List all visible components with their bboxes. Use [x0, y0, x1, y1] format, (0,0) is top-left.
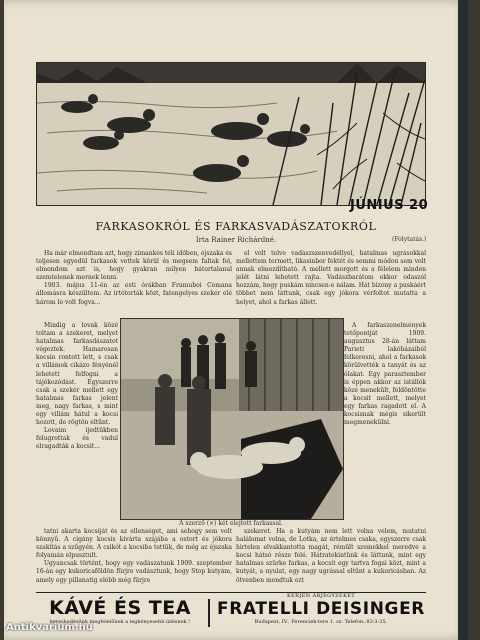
paragraph: A farkaszenelmények tetőpontját 1909. augusztus 28-án láttam Parieti lakóházaiból felkeresni, ahol a farkasok körülvették a tanyát és az ólakat. Egy parasztember is éppen akkor az istállók közé menekült, feldöntötte a kocsit mellett, melyet egy farkas ragadott el. A kocsisnak mégis sikerült megmenekülni. — [344, 322, 426, 427]
ad-company-name: FRATELLI DEISINGER — [217, 599, 425, 619]
ad-tagline: kereskedésünk megfelelőnek a legkényesebb ízlésnek ! — [49, 619, 191, 625]
paragraph: Lovaim ijedtükben felugrottak és vadul elragadták a kocsit... — [36, 427, 118, 451]
magazine-page — [4, 0, 468, 640]
duck-illustration — [36, 62, 426, 206]
paragraph: Ugyancsak történt, hogy egy vadászatunk 1909. szeptember 16-án egy kukoricaföldön fürjre vadásztunk, hogy Stop kutyám, amely egy pillanatig elébb még fürjre — [36, 560, 232, 584]
paragraph: 1903. május 11-én az esti órákban Frumuboi Comana állomásra készültem. Az irtótorták közt, fatengelyes szekér elé három lo volt fogva... — [36, 282, 232, 306]
advertisement — [36, 592, 426, 633]
paragraph: szekeret. Ha a kutyám nem lett volna velem, mutatni halálomat volna, de Lotka, az értelmes csaka, egyszerre csak hirtelen elvakkantotta magát, rémült szemekkel meredve a kocsi hátsó része felé. Hátratekintünk és láttunk, mint egy hatalmas szürke farkas, a kocsit egy tartva fogai közt, mint a kutyát, a nyulat, egy nagy ugrással eltűnt a kukoricásban. Az ötvenben mondtuk ezt — [236, 528, 426, 584]
column-right-middle — [344, 322, 426, 528]
ad-coffee-tea — [36, 597, 204, 625]
ad-address: Budapest, IV., Ferenciek-tere 1. sz. Telefon: 83-3-35. — [254, 619, 388, 625]
column-left-middle — [36, 322, 118, 528]
column-right-bottom — [236, 528, 426, 588]
paragraph: Mindig a lovak közé toltam a szekeret, melyet hatalmas farkasdászatot végeztek. Hamarosan kocsin rontott lett, s csak a villámok cikázo fényénél lehetett felfogni a tájékozódást. Egyszerre csak a szekér mellett egy hatalmas farkas jelent meg, nagy farkas, s mint egy villám hátul a kocsi hozott, de rögtön eltűnt. — [36, 322, 118, 427]
wolf-hunt-photo — [120, 318, 344, 520]
photo-caption: A szerző (×) két elejtett farkassal. — [179, 520, 283, 527]
column-left-bottom — [36, 528, 232, 588]
article-title: FARKASOKRÓL ÉS FARKASVADÁSZATOKRÓL — [95, 220, 377, 233]
ad-company-block — [216, 593, 426, 625]
article-byline: Irta Rainer Richárdné. — [195, 236, 277, 244]
column-right-top — [236, 250, 426, 320]
column-left-top — [36, 250, 232, 320]
watermark: Antikvarium.hu — [6, 622, 93, 633]
paragraph: Ha már elmondtam azt, hogy zimankós téli időben, éjszaka és teljesen egyedül farkasok vettek körül és megsem faltak fel, elmondom azt is, hogy gyakran milyen bátortalanul szemtelenek mernek lenni. — [36, 250, 232, 282]
ad-top-label: KÉRJEN ÁRJEGYZÉKET — [286, 593, 356, 599]
book-spine — [458, 0, 468, 640]
ad-divider — [208, 599, 210, 627]
ad-brand: KÁVÉ ÉS TEA — [49, 597, 191, 619]
paragraph: el volt telve vadászszenvedéllyel, hatalmas ugrásokkal mellettem termett, likasinbor fektét és semmi módon sem volt annak elmozdítható. A mellett morgott és a félelem minden jelét látni lehetett rajta. Vadászbarátom ekkor odaszól hozzám, hogy puskám nincsen-e nálam. Hát bizony a puskáért többet nem láttunk, csak egy jókora vérfoltot mutatta a helyet, ahol a farkas állott. — [236, 250, 426, 306]
issue-date: JÚNIUS 20 — [350, 198, 429, 213]
paragraph: tatni akarta kocsiját és az ellenséget, ami sehogy sem volt könnyű. A cigány kocsis kivárta szájába a ostort és jókora szakítás a szűgyén. A csikót a kocsiba tettük, de még az éjszaka folyamán elpusztult. — [36, 528, 232, 560]
continuation-note: (Folytatás.) — [392, 236, 427, 243]
